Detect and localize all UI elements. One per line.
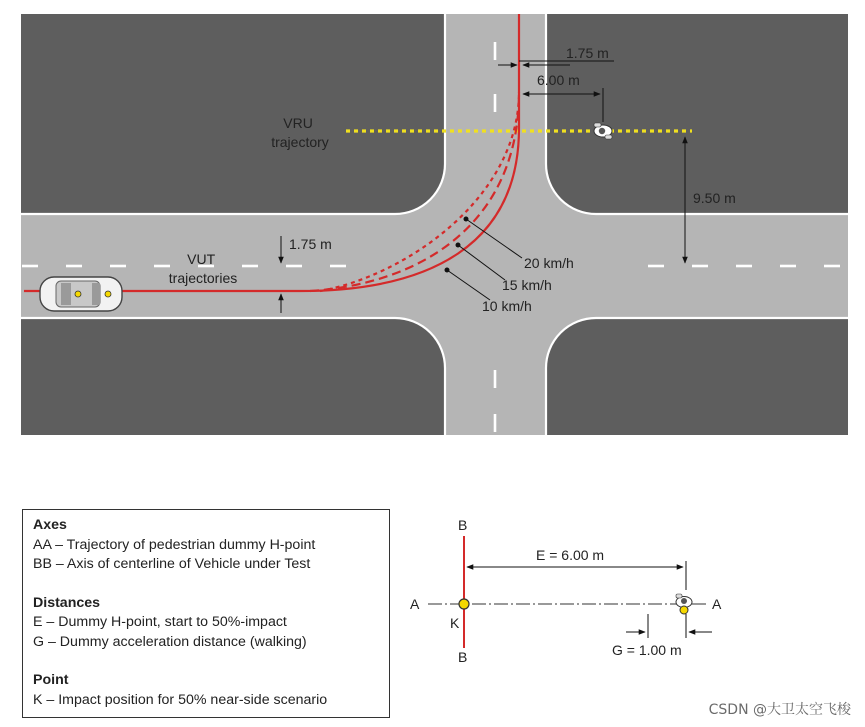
- corner-block-bottom-right: [546, 318, 848, 435]
- vru-trajectory-label: VRU trajectory: [271, 115, 329, 150]
- intersection-map: [21, 14, 848, 435]
- legend-distances-item: E – Dummy H-point, start to 50%-impact: [33, 614, 287, 630]
- axis-b-top-label: B: [458, 517, 468, 533]
- vehicle-under-test: [40, 277, 122, 311]
- speed-label-20: 20 km/h: [524, 255, 574, 271]
- dim-vru-offset-label: 9.50 m: [693, 190, 736, 206]
- impact-schematic: [410, 517, 722, 665]
- dim-g-label: G = 1.00 m: [612, 642, 682, 658]
- legend-point-item: K – Impact position for 50% near-side scenario: [33, 691, 328, 708]
- dim-top-lateral-label: 1.75 m: [566, 45, 609, 61]
- vut-trajectories-label: VUT trajectories: [168, 251, 238, 286]
- speed-label-10: 10 km/h: [482, 298, 532, 314]
- corner-block-bottom-left: [21, 318, 445, 435]
- legend-distances-title: Distances: [33, 594, 101, 611]
- legend-distances-item: G – Dummy acceleration distance (walking): [33, 633, 307, 650]
- axis-b-bottom-label: B: [458, 649, 468, 665]
- corner-block-top-left: [21, 14, 445, 214]
- dim-e-label: E = 6.00 m: [536, 547, 605, 563]
- speed-label-15: 15 km/h: [502, 277, 552, 293]
- legend-box: [22, 509, 390, 718]
- dim-start-distance-label: 6.00 m: [537, 72, 580, 88]
- pedestrian-dummy-icon-small: [676, 594, 692, 614]
- point-k-label: K: [450, 615, 460, 631]
- axis-a-left-label: A: [410, 596, 420, 612]
- point-k-marker: [459, 599, 469, 609]
- legend-axes-item: BB – Axis of centerline of Vehicle under Test: [33, 556, 311, 572]
- legend-axes-title: Axes: [33, 517, 67, 533]
- axis-a-right-label: A: [712, 596, 722, 612]
- dim-vut-lateral-label: 1.75 m: [289, 236, 332, 252]
- watermark: CSDN @大卫太空飞梭: [708, 702, 851, 718]
- legend-axes-item: AA – Trajectory of pedestrian dummy H-point: [33, 536, 316, 553]
- legend-point-title: Point: [33, 672, 69, 688]
- corner-block-top-right: [546, 14, 848, 214]
